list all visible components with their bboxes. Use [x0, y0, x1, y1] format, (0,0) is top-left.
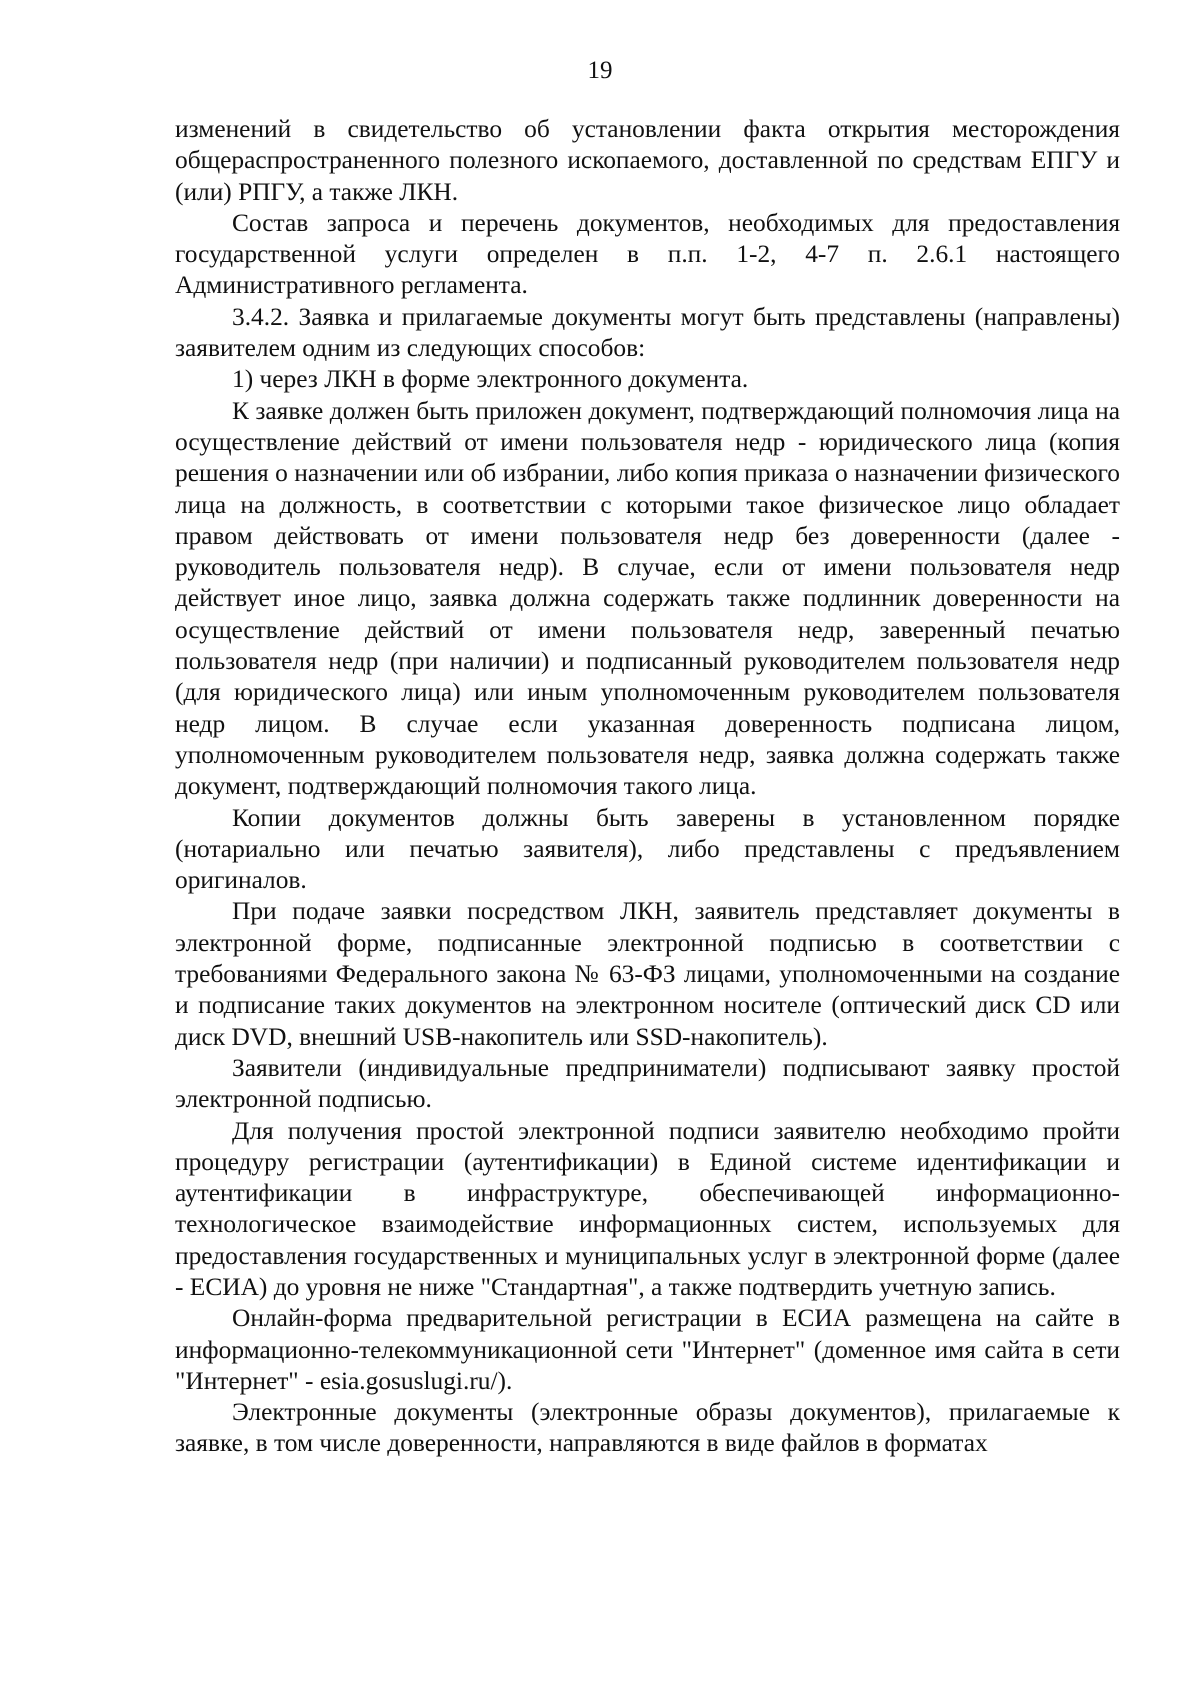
paragraph-electronic-documents: Электронные документы (электронные образы документов), прилагаемые к заявке, в том числе доверенности, направляются в виде файлов в форматах [175, 1398, 1120, 1458]
document-body [175, 114, 1120, 1460]
paragraph-continuation: изменений в свидетельство об установлении факта открытия месторождения общераспространенного полезного ископаемого, доставленной по средствам ЕПГУ и (или) РПГУ, а также ЛКН. [175, 115, 1120, 206]
page-number: 19 [587, 57, 613, 84]
paragraph-request-composition: Состав запроса и перечень документов, необходимых для предоставления государственной услуги определен в п.п. 1-2, 4-7 п. 2.6.1 настоящего Административного регламента. [175, 208, 1120, 300]
paragraph-authority-document: К заявке должен быть приложен документ, подтверждающий полномочия лица на осуществление действий от имени пользователя недр - юридического лица (копия решения о назначении или об избрании, либо копия приказа о назначении физического лица на должность, в соответствии с которыми такое физическое лицо обладает правом действовать от имени пользователя недр без доверенности (далее - руководитель пользователя недр). В случае, если от имени пользователя недр действует иное лицо, заявка должна содержать также подлинник доверенности на осуществление действий от имени пользователя недр, заверенный печатью пользователя недр (при наличии) и подписанный руководителем пользователя недр (для юридического лица) или иным уполномоченным руководителем пользователя недр лицом. В случае если указанная доверенность подписана лицом, уполномоченным руководителем пользователя недр, заявка должна содержать также документ, подтверждающий полномочия такого лица. [175, 396, 1120, 801]
paragraph-3-4-2: 3.4.2. Заявка и прилагаемые документы могут быть представлены (направлены) заявителем одним из следующих способов: [175, 302, 1120, 363]
paragraph-method-1: 1) через ЛКН в форме электронного документа. [232, 365, 749, 394]
paragraph-entrepreneurs-signature: Заявители (индивидуальные предприниматели) подписывают заявку простой электронной подписью. [175, 1053, 1120, 1114]
paragraph-esia-registration: Для получения простой электронной подписи заявителю необходимо пройти процедуру регистрации (аутентификации) в Единой системе идентификации и аутентификации в инфраструктуре, обеспечивающей информационно-технологическое взаимодействие информационных систем, используемых для предоставления государственных и муниципальных услуг в электронной форме (далее - ЕСИА) до уровня не ниже "Стандартная", а также подтвердить учетную запись. [175, 1116, 1120, 1301]
paragraph-electronic-submission: При подаче заявки посредством ЛКН, заявитель представляет документы в электронной форме, подписанные электронной подписью в соответствии с требованиями Федерального закона № 63-ФЗ лицами, уполномоченными на создание и подписание таких документов на электронном носителе (оптический диск CD или диск DVD, внешний USB-накопитель или SSD-накопитель). [175, 897, 1120, 1051]
paragraph-online-form: Онлайн-форма предварительной регистрации в ЕСИА размещена на сайте в информационно-телекоммуникационной сети "Интернет" (доменное имя сайта в сети "Интернет" - esia.gosuslugi.ru/). [175, 1304, 1120, 1395]
paragraph-copies-certification: Копии документов должны быть заверены в установленном порядке (нотариально или печатью заявителя), либо представлены с предъявлением оригиналов. [175, 803, 1120, 895]
